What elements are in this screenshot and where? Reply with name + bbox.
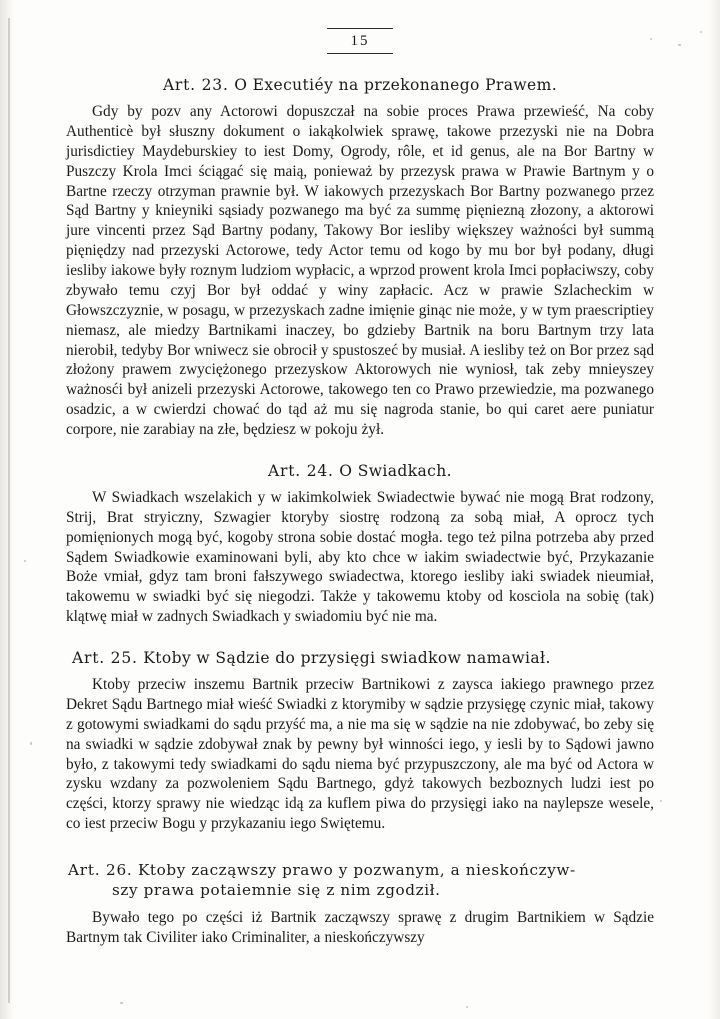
article-24-paragraph: W Swiadkach wszelakich y w iakimkolwiek Swiadectwie bywać nie mogą Brat rodzony, Strij, Brat stryiczny, Szwagier ktoryby siostrę rodzoną za sobą miał, A oprocz tych pomięnionych mogą być, kogoby strona sobie dostać mogła. tego też pilna potrzeba aby przed Sądem Swiadkowie examinowani byli, aby kto chce w iakim swiadectwie być, Przykazanie Boże vmiał, gdyz tam broni fałszywego swiadectwa, ktorego iesliby iaki swiadek nieumiał, takowemu w swiadki być się niegodzi. Także y takowemu ktoby od kosciola na sobię (tak) klątwę miał w zadnych Swiadkach y swiadomiu być nie ma. <box>66 488 654 626</box>
page-folio <box>66 28 654 54</box>
article-title-26-line1: Ktoby zacząwszy prawo y pozwanym, a nieskończyw- <box>137 861 576 879</box>
article-number-25: Art. 25. <box>72 649 138 667</box>
article-heading-26 <box>66 860 654 900</box>
article-title-23: O Executiéy na przekonanego Prawem. <box>234 76 558 94</box>
article-title-25: Ktoby w Sądzie do przysięgi swiadkow namawiał. <box>143 649 551 667</box>
article-heading-25 <box>72 649 654 667</box>
article-title-26-line2: szy prawa potaiemnie się z nim zgodził. <box>112 881 441 900</box>
scan-edge-artifact <box>8 18 10 1003</box>
article-number-24: Art. 24. <box>268 461 334 480</box>
article-heading-23 <box>66 76 654 94</box>
article-heading-24 <box>66 462 654 480</box>
page-content <box>66 28 654 950</box>
folio-rule-bottom <box>327 53 393 54</box>
article-number-26: Art. 26. <box>68 861 133 879</box>
article-title-24: O Swiadkach. <box>339 461 452 480</box>
article-23-paragraph: Gdy by pozv any Actorowi dopuszczał na sobie proces Prawa przewieść, Na coby Authenticè był słuszny dokument o iakąkolwiek sprawę, takowe przezyski nie na Dobra jurisdictiey Maydeburskiey to iest Domy, Ogrody, rôle, et id genus, ale na Bor Bartny w Puszczy Krola Imci ściągać się maią, ponieważ by przezysk prawa w Prawie Bartnym y o Bartne rzeczy otrzyman prawnie był. W iakowych przezyskach Bor Bartny pozwanego przez Sąd Bartny y knieyniki sąsiady pozwanego ma być za summę pięniezną złozony, a aktorowi jure vincenti przez Sąd Bartny podany, Takowy Bor iesliby większey ważności był summą pięniędzy nad przezyski Actorowe, tedy Actor temu od kogo by mu bor był podany, długi iesliby iakowe były roznym ludziom wypłacic, a wprzod prowent krola Imci popłaciwszy, coby zbywało temu czyj Bor był oddać y winy zapłacic. Acz w prawie Szlacheckim w Głowszczyznie, w posagu, w przezyskach zadne imięnie ginąc nie może, y w tym praescriptiey niemasz, ale miedzy Bartnikami inaczey, bo gdzieby Bartnik na boru Bartnym trzy lata nierobił, tedyby Bor wniwecz sie obrocił y spustoszeć by musiał. A iesliby też on Bor przez sąd złożony prawem zwyciężonego przezyskow Aktorowych nie wyniosł, tak zeby mnieyszey ważnosći był anizeli przezyski Actorowe, takowego ten co Prawo przewiedzie, ma pozwanego osadzic, a w cwierdzi chować do tąd aż mu się nagroda stanie, bo qui caret aere puniatur corpore, nie zarabiay na złe, będziesz w pokoju żył. <box>66 103 654 438</box>
article-26-paragraph: Bywało tego po części iż Bartnik zacząwszy sprawę z drugim Bartnikiem w Sądzie Bartnym tak Civiliter iako Criminaliter, a nieskończywszy <box>66 909 654 946</box>
folio-number: 15 <box>350 33 370 49</box>
article-number-23: Art. 23. <box>162 76 229 94</box>
article-25-paragraph: Ktoby przeciw inszemu Bartnik przeciw Bartnikowi z zaysca iakiego prawnego przez Dekret Sądu Bartnego miał wieść Swiadki z ktorymiby w sądzie przysięgę czynic miał, takowy z gotowymi swiadkami do sądu przyść ma, a nie ma się w sądzie na nie zdobywać, bo zeby się na swiadki w sądzie zdobywał znak by pewny był winności iego, y iesli by to Sądowi jawno było, z takowymi tedy swiadkami do sądu niema być przypuszczony, ale ma być od Actora w zysku wzdany za pozwoleniem Sądu Bartnego, gdyż takowych bezboznych ludzi iest po części, ktorzy sprawy nie wiedząc idą za kuflem piwa do przysięgi iako na naylepsze wesele, co iest przeciw Bogu y przykazaniu iego Swiętemu. <box>66 676 654 833</box>
folio-rule-top <box>327 28 393 29</box>
